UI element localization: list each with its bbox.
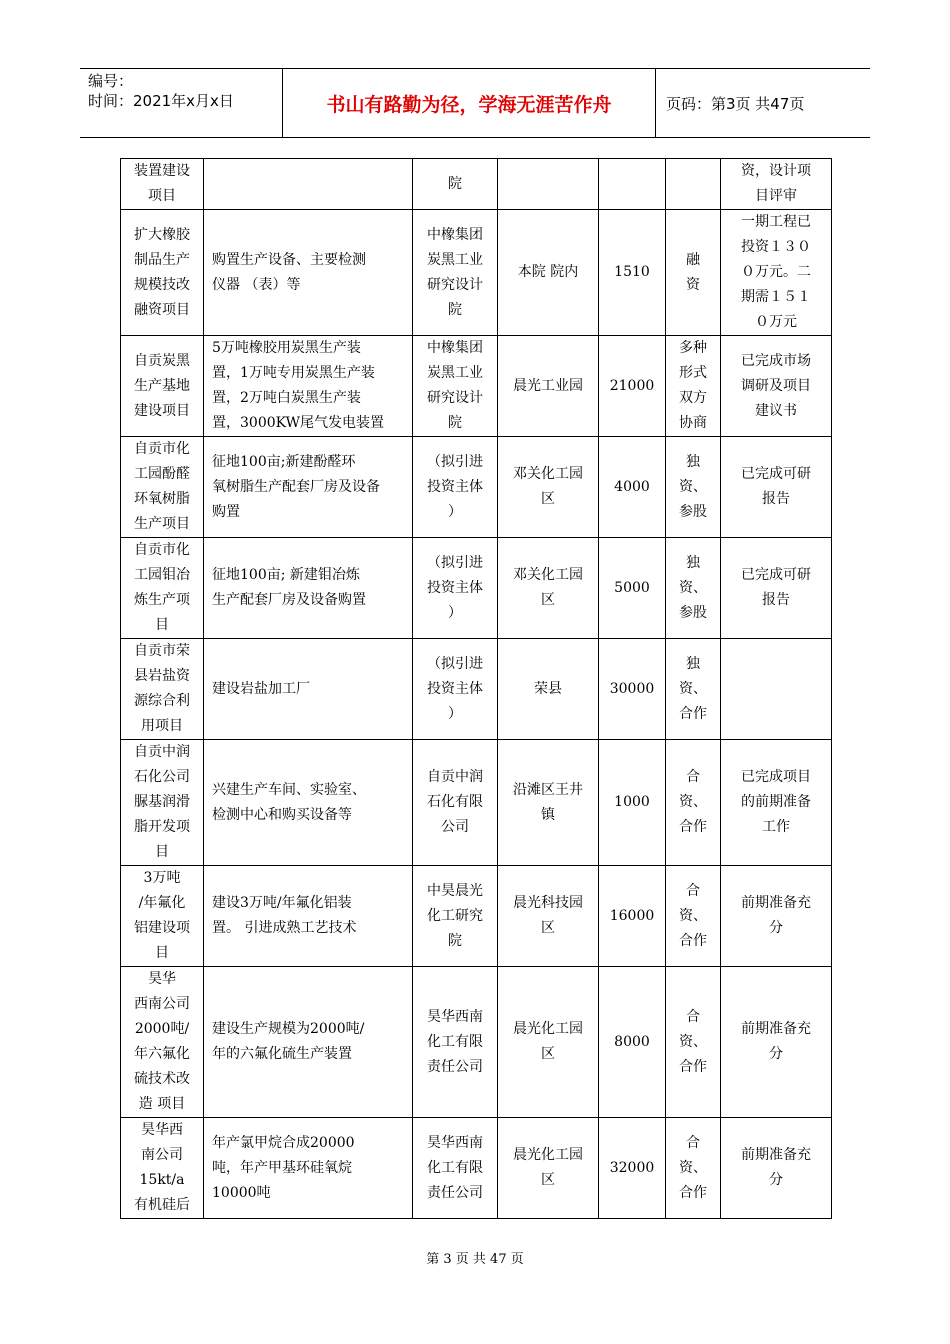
cell-name: 昊华西 南公司 15kt/a 有机硅后 — [121, 1118, 204, 1219]
table-row — [121, 866, 832, 967]
cell-location: 本院 院内 — [498, 210, 599, 336]
cell-content: 建设3万吨/年氟化铝装 置。 引进成熟工艺技术 — [204, 866, 413, 967]
table-row — [121, 1118, 832, 1219]
cell-status: 前期准备充 分 — [721, 866, 832, 967]
table-row — [121, 740, 832, 866]
cell-location: 邓关化工园 区 — [498, 437, 599, 538]
cell-investment: 32000 — [599, 1118, 666, 1219]
cell-location: 邓关化工园 区 — [498, 538, 599, 639]
cell-location: 晨光工业园 — [498, 336, 599, 437]
cell-location: 荣县 — [498, 639, 599, 740]
cell-status: 已完成市场 调研及项目 建议书 — [721, 336, 832, 437]
table-row — [121, 159, 832, 210]
cell-method — [666, 159, 721, 210]
document-date-label: 时间：2021年x月x日 — [88, 92, 234, 110]
cell-name: 自贡市化 工园酚醛 环氧树脂 生产项目 — [121, 437, 204, 538]
cell-unit: 中橡集团 炭黑工业 研究设计 院 — [413, 336, 498, 437]
project-table — [120, 158, 832, 1219]
cell-content — [204, 159, 413, 210]
cell-content: 购置生产设备、主要检测 仪器 （表）等 — [204, 210, 413, 336]
cell-status — [721, 639, 832, 740]
cell-investment: 1510 — [599, 210, 666, 336]
cell-investment — [599, 159, 666, 210]
cell-name: 自贡市荣 县岩盐资 源综合利 用项目 — [121, 639, 204, 740]
cell-content: 兴建生产车间、实验室、 检测中心和购买设备等 — [204, 740, 413, 866]
cell-status: 前期准备充 分 — [721, 1118, 832, 1219]
cell-investment: 16000 — [599, 866, 666, 967]
cell-unit: 中昊晨光 化工研究 院 — [413, 866, 498, 967]
document-number-label: 编号： — [88, 72, 134, 90]
cell-status: 已完成可研 报告 — [721, 437, 832, 538]
cell-name: 3万吨 /年氟化 铝建设项 目 — [121, 866, 204, 967]
cell-investment: 8000 — [599, 967, 666, 1118]
cell-content: 5万吨橡胶用炭黑生产装 置，1万吨专用炭黑生产装 置，2万吨白炭黑生产装 置，3000KW尾气发电装置 — [204, 336, 413, 437]
cell-method: 独 资、 参股 — [666, 437, 721, 538]
cell-investment: 5000 — [599, 538, 666, 639]
cell-status: 前期准备充 分 — [721, 967, 832, 1118]
table-row — [121, 538, 832, 639]
cell-unit: 自贡中润 石化有限 公司 — [413, 740, 498, 866]
cell-method: 合 资、 合作 — [666, 866, 721, 967]
cell-investment: 21000 — [599, 336, 666, 437]
cell-investment: 4000 — [599, 437, 666, 538]
cell-name: 装置建设 项目 — [121, 159, 204, 210]
cell-unit: 昊华西南 化工有限 责任公司 — [413, 1118, 498, 1219]
cell-name: 自贡炭黑 生产基地 建设项目 — [121, 336, 204, 437]
cell-unit: （拟引进 投资主体 ） — [413, 639, 498, 740]
header-motto: 书山有路勤为径，学海无涯苦作舟 — [283, 69, 656, 137]
cell-name: 自贡中润 石化公司 脲基润滑 脂开发项 目 — [121, 740, 204, 866]
page-header — [80, 68, 870, 138]
cell-unit: 院 — [413, 159, 498, 210]
table-row — [121, 967, 832, 1118]
cell-content: 建设生产规模为2000吨/ 年的六氟化硫生产装置 — [204, 967, 413, 1118]
table-row — [121, 336, 832, 437]
cell-unit: 昊华西南 化工有限 责任公司 — [413, 967, 498, 1118]
page-footer: 第 3 页 共 47 页 — [426, 1252, 524, 1267]
header-meta — [80, 69, 283, 137]
cell-name: 昊华 西南公司 2000吨/ 年六氟化 硫技术改 造 项目 — [121, 967, 204, 1118]
cell-investment: 1000 — [599, 740, 666, 866]
cell-status: 已完成可研 报告 — [721, 538, 832, 639]
cell-content: 年产氯甲烷合成20000 吨，年产甲基环硅氧烷 10000吨 — [204, 1118, 413, 1219]
cell-location: 晨光化工园 区 — [498, 1118, 599, 1219]
cell-status: 资，设计项 目评审 — [721, 159, 832, 210]
cell-name: 扩大橡胶 制品生产 规模技改 融资项目 — [121, 210, 204, 336]
project-table-body — [121, 159, 832, 1219]
cell-location: 沿滩区王井 镇 — [498, 740, 599, 866]
cell-method: 融 资 — [666, 210, 721, 336]
table-row — [121, 437, 832, 538]
cell-method: 独 资、 参股 — [666, 538, 721, 639]
cell-location: 晨光化工园 区 — [498, 967, 599, 1118]
cell-status: 一期工程已 投资１３０ ０万元。二 期需１５１ ０万元 — [721, 210, 832, 336]
cell-content: 征地100亩;新建酚醛环 氧树脂生产配套厂房及设备 购置 — [204, 437, 413, 538]
cell-unit: 中橡集团 炭黑工业 研究设计 院 — [413, 210, 498, 336]
cell-method: 独 资、 合作 — [666, 639, 721, 740]
cell-location: 晨光科技园 区 — [498, 866, 599, 967]
cell-unit: （拟引进 投资主体 ） — [413, 538, 498, 639]
header-page-label: 页码：第3页 共47页 — [666, 94, 805, 113]
cell-unit: （拟引进 投资主体 ） — [413, 437, 498, 538]
cell-content: 建设岩盐加工厂 — [204, 639, 413, 740]
cell-content: 征地100亩; 新建钼冶炼 生产配套厂房及设备购置 — [204, 538, 413, 639]
cell-method: 合 资、 合作 — [666, 740, 721, 866]
cell-name: 自贡市化 工园钼冶 炼生产项 目 — [121, 538, 204, 639]
cell-method: 多种 形式 双方 协商 — [666, 336, 721, 437]
cell-status: 已完成项目 的前期准备 工作 — [721, 740, 832, 866]
cell-method: 合 资、 合作 — [666, 1118, 721, 1219]
table-row — [121, 210, 832, 336]
cell-location — [498, 159, 599, 210]
cell-investment: 30000 — [599, 639, 666, 740]
table-row — [121, 639, 832, 740]
cell-method: 合 资、 合作 — [666, 967, 721, 1118]
